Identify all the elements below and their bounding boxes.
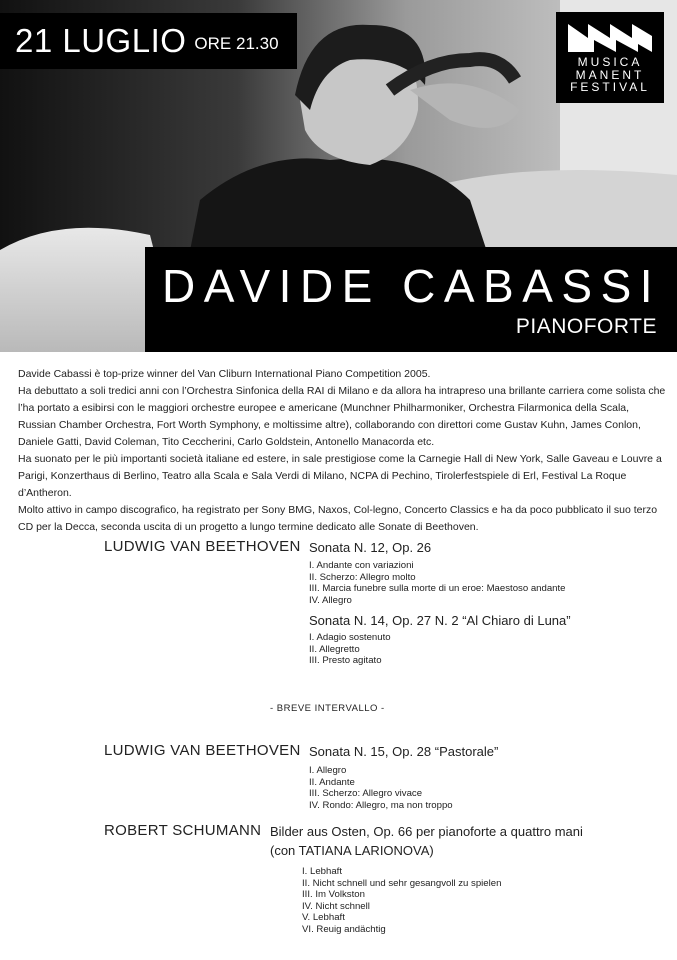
bio-paragraph: Ha suonato per le più importanti società italiane ed estere, in sale prestigiose come la Carnegie Hall di New York, Salle Gaveau e Louvre a Parigi, Konzerthaus di Berlino, Teatro alla Scala e Sala Verdi di Milano, NCPA di Pechino, Tirolerfestspiele di Erl, Festival La Roque d’Antheron. — [18, 453, 662, 499]
bio-paragraph: Ha debuttato a soli tredici anni con l’Orchestra Sinfonica della RAI di Milano e da allora ha intrapreso una brillante carriera come solista che l’ha portato a esibirsi con le maggiori orchestre europee e americane (Munchner Philharmoniker, Orchestra Filarmonica della Scala, Russian Chamber Orchestra, Fort Worth Symphony, e moltissime altre), collaborando con direttori come Gustav Kuhn, James Conlon, Daniele Gatti, David Coleman, Tito Ceccherini, Carlo Goldstein, Antonello Manacorda etc. — [18, 385, 666, 448]
work-title: Sonata N. 14, Op. 27 N. 2 “Al Chiaro di Luna” — [309, 613, 571, 628]
composer-name: LUDWIG VAN BEETHOVEN — [104, 538, 301, 555]
movement-item: I. Lebhaft — [302, 866, 343, 877]
movement-list — [309, 765, 453, 811]
movement-item: III. Scherzo: Allegro vivace — [309, 788, 423, 800]
artist-banner — [145, 247, 677, 352]
composer-name: LUDWIG VAN BEETHOVEN — [104, 742, 301, 759]
movement-item: III. Im Volkston — [302, 889, 365, 901]
event-time: ORE 21.30 — [194, 34, 279, 53]
movement-list — [309, 632, 391, 667]
festival-logo-text: MUSICA MANENT FESTIVAL — [570, 55, 650, 94]
composer-name: ROBERT SCHUMANN — [104, 822, 262, 839]
bio-paragraph: Davide Cabassi è top-prize winner del Van Cliburn International Piano Competition 2005. — [18, 368, 431, 380]
interval-label: - BREVE INTERVALLO - — [270, 703, 385, 714]
movement-item: II. Andante — [309, 776, 355, 788]
festival-logo-icon — [566, 20, 654, 54]
movement-item: I. Andante con variazioni — [309, 560, 414, 571]
artist-instrument: PIANOFORTE — [515, 315, 657, 338]
bio-paragraph: Molto attivo in campo discografico, ha registrato per Sony BMG, Naxos, Col-legno, Concerto Classics e ha da poco pubblicato il suo terzo CD per la Decca, seconda uscita di un progetto a lungo termine dedicato alle Sonate di Beethoven. — [18, 504, 658, 533]
movement-list — [309, 560, 566, 606]
event-date-banner — [0, 13, 297, 69]
movement-item: V. Lebhaft — [302, 912, 345, 924]
movement-item: I. Allegro — [309, 765, 347, 776]
movement-item: I. Adagio sostenuto — [309, 632, 391, 643]
movement-item: IV. Nicht schnell — [302, 900, 370, 912]
movement-list — [302, 866, 501, 936]
movement-item: III. Marcia funebre sulla morte di un eroe: Maestoso andante — [309, 583, 566, 595]
work-title: Sonata N. 15, Op. 28 “Pastorale” — [309, 744, 499, 759]
festival-logo — [556, 12, 664, 103]
artist-biography — [18, 366, 668, 536]
artist-name: DAVIDE CABASSI — [162, 260, 662, 312]
movement-item: III. Presto agitato — [309, 655, 382, 667]
movement-item: II. Scherzo: Allegro molto — [309, 571, 416, 583]
movement-item: II. Nicht schnell und sehr gesangvoll zu spielen — [302, 877, 502, 889]
work-title: Sonata N. 12, Op. 26 — [309, 540, 432, 555]
work-title: Bilder aus Osten, Op. 66 per pianoforte a quattro mani — [270, 824, 583, 839]
event-date: 21 LUGLIO — [15, 22, 187, 59]
movement-item: VI. Reuig andächtig — [302, 923, 386, 935]
work-performer-note: (con TATIANA LARIONOVA) — [270, 843, 434, 858]
movement-item: IV. Rondo: Allegro, ma non troppo — [309, 799, 453, 811]
movement-item: II. Allegretto — [309, 643, 360, 655]
movement-item: IV. Allegro — [309, 594, 352, 606]
